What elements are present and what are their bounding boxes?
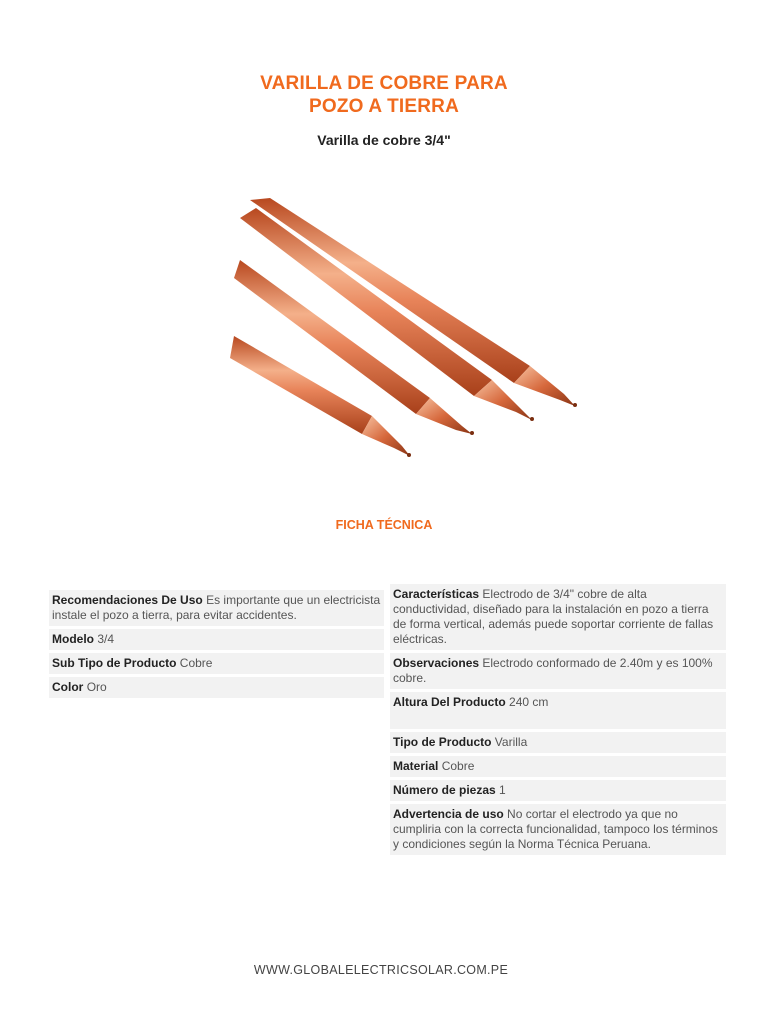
spec-row — [390, 780, 726, 801]
spec-row — [390, 732, 726, 753]
spec-label: Color — [52, 680, 84, 694]
spec-row — [390, 653, 726, 689]
spec-row — [390, 756, 726, 777]
spec-label: Características — [393, 587, 480, 601]
spec-value: 3/4 — [97, 632, 115, 646]
spec-value: Electrodo de 3/4" cobre de alta conductividad, diseñado para la instalación en pozo a tierra de forma vertical, además puede soportar corriente de fallas eléctricas. — [393, 587, 714, 646]
spec-label: Sub Tipo de Producto — [52, 656, 177, 670]
spec-label: Material — [393, 759, 439, 773]
copper-rods-image — [230, 198, 580, 470]
spec-label: Número de piezas — [393, 783, 496, 797]
spec-row — [390, 804, 726, 855]
spec-value: Cobre — [441, 759, 475, 773]
spec-label: Modelo — [52, 632, 94, 646]
spec-row — [390, 584, 726, 650]
spec-value: Es importante que un electricista instale el pozo a tierra, para evitar accidentes. — [52, 593, 381, 622]
spec-label: Tipo de Producto — [393, 735, 492, 749]
title-line-1: VARILLA DE COBRE PARA — [260, 73, 508, 94]
spec-label: Recomendaciones De Uso — [52, 593, 203, 607]
footer-url: WWW.GLOBALELECTRICSOLAR.COM.PE — [253, 963, 509, 977]
copper-rod — [230, 336, 411, 457]
spec-row — [49, 677, 384, 698]
spec-value: Electrodo conformado de 2.40m y es 100% cobre. — [393, 656, 713, 685]
spec-value: Cobre — [179, 656, 213, 670]
spec-label: Observaciones — [393, 656, 480, 670]
section-title: FICHA TÉCNICA — [335, 518, 433, 532]
spec-label: Altura Del Producto — [393, 695, 506, 709]
title-line-2: POZO A TIERRA — [308, 96, 460, 117]
spec-value: 1 — [499, 783, 506, 797]
spec-row — [49, 653, 384, 674]
spec-row — [390, 692, 726, 729]
spec-value: Oro — [86, 680, 107, 694]
spec-row — [49, 629, 384, 650]
spec-value: 240 cm — [509, 695, 549, 709]
spec-value: Varilla — [494, 735, 528, 749]
spec-row — [49, 590, 384, 626]
page-subtitle: Varilla de cobre 3/4" — [317, 132, 451, 148]
spec-label: Advertencia de uso — [393, 807, 504, 821]
page-title — [0, 72, 768, 118]
spec-value: No cortar el electrodo ya que no cumpliria con la correcta funcionalidad, tampoco los términos y condiciones según la Norma Técnica Peruana. — [393, 807, 718, 851]
spec-table-right — [390, 584, 726, 858]
spec-table-left — [49, 590, 384, 701]
